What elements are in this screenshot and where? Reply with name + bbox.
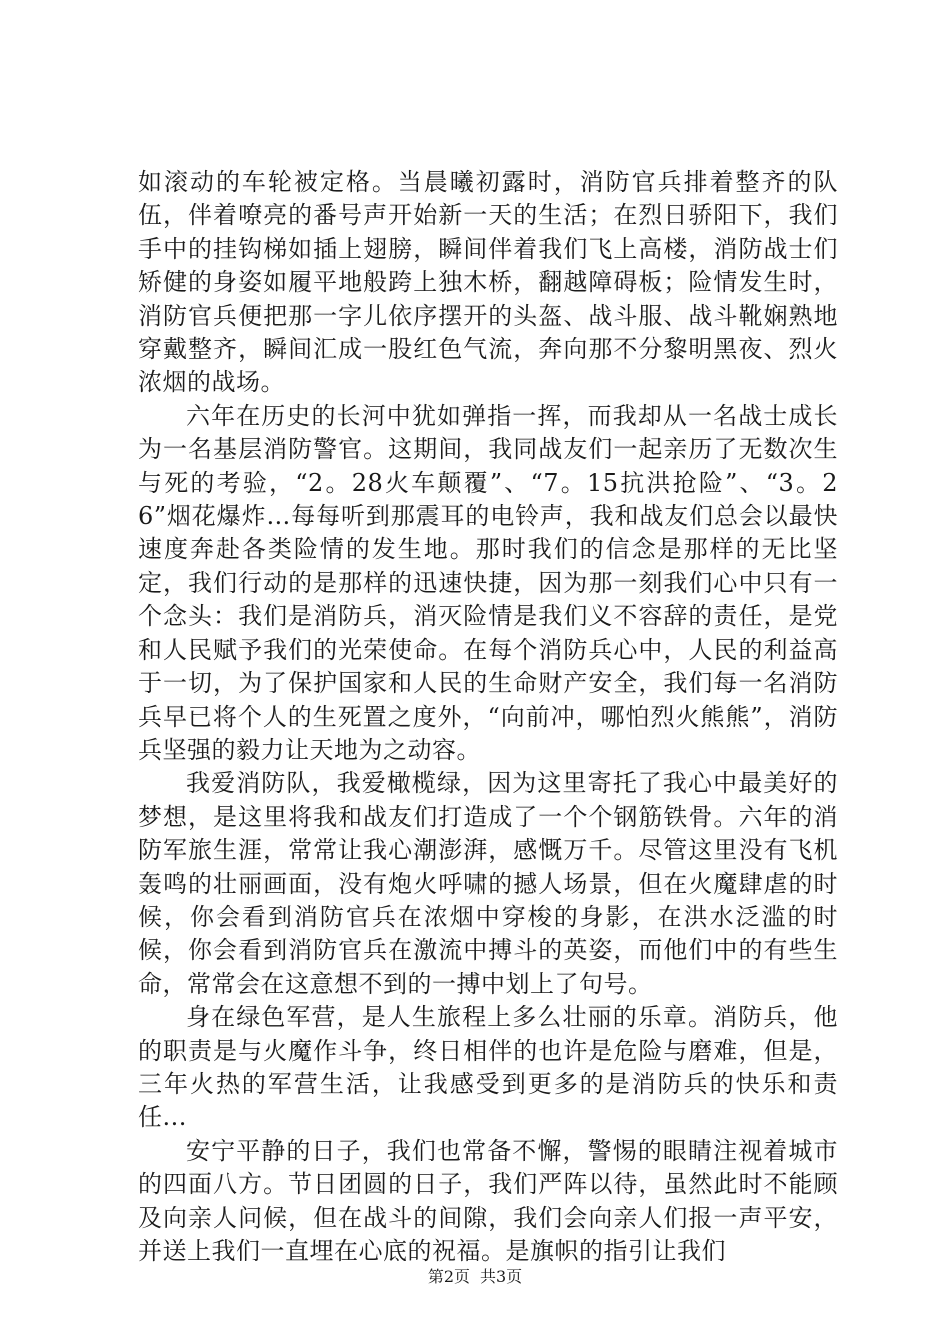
paragraph-5: 安宁平静的日子，我们也常备不懈，警惕的眼睛注视着城市的四面八方。节日团圆的日子，我们严阵以待，虽然此时不能顾及向亲人问候，但在战斗的间隙，我们会向亲人们报一声平安，并送上我们一直埋在心底的祝福。是旗帜的指引让我们 <box>138 1136 838 1265</box>
page-footer <box>0 1267 950 1287</box>
paragraph-1: 如滚动的车轮被定格。当晨曦初露时，消防官兵排着整齐的队伍，伴着嘹亮的番号声开始新一天的生活；在烈日骄阳下，我们手中的挂钩梯如插上翅膀，瞬间伴着我们飞上高楼，消防战士们矫健的身姿如履平地般跨上独木桥，翻越障碍板；险情发生时，消防官兵便把那一字儿依序摆开的头盔、战斗服、战斗靴娴熟地穿戴整齐，瞬间汇成一股红色气流，奔向那不分黎明黑夜、烈火浓烟的战场。 <box>138 168 838 397</box>
paragraph-3: 我爱消防队，我爱橄榄绿，因为这里寄托了我心中最美好的梦想，是这里将我和战友们打造成了一个个钢筋铁骨。六年的消防军旅生涯，常常让我心潮澎湃，感慨万千。尽管这里没有飞机轰鸣的壮丽画面，没有炮火呼啸的撼人场景，但在火魔肆虐的时候，你会看到消防官兵在浓烟中穿梭的身影，在洪水泛滥的时候，你会看到消防官兵在激流中搏斗的英姿，而他们中的有些生命，常常会在这意想不到的一搏中划上了句号。 <box>138 769 838 998</box>
page-total: 共3页 <box>480 1267 523 1286</box>
page-number: 第2页 <box>427 1267 470 1286</box>
document-body <box>138 166 838 1268</box>
paragraph-4: 身在绿色军营，是人生旅程上多么壮丽的乐章。消防兵，他的职责是与火魔作斗争，终日相伴的也许是危险与磨难，但是，三年火热的军营生活，让我感受到更多的是消防兵的快乐和责任... <box>138 1003 838 1132</box>
paragraph-2: 六年在历史的长河中犹如弹指一挥，而我却从一名战士成长为一名基层消防警官。这期间，我同战友们一起亲历了无数次生与死的考验，“2。28火车颠覆”、“7。15抗洪抢险”、“3。26”烟花爆炸…每每听到那震耳的电铃声，我和战友们总会以最快速度奔赴各类险情的发生地。那时我们的信念是那样的无比坚定，我们行动的是那样的迅速快捷，因为那一刻我们心中只有一个念头：我们是消防兵，消灭险情是我们义不容辞的责任，是党和人民赋予我们的光荣使命。在每个消防兵心中，人民的利益高于一切，为了保护国家和人民的生命财产安全，我们每一名消防兵早已将个人的生死置之度外，“向前冲，哪怕烈火熊熊”，消防兵坚强的毅力让天地为之动容。 <box>138 401 838 764</box>
